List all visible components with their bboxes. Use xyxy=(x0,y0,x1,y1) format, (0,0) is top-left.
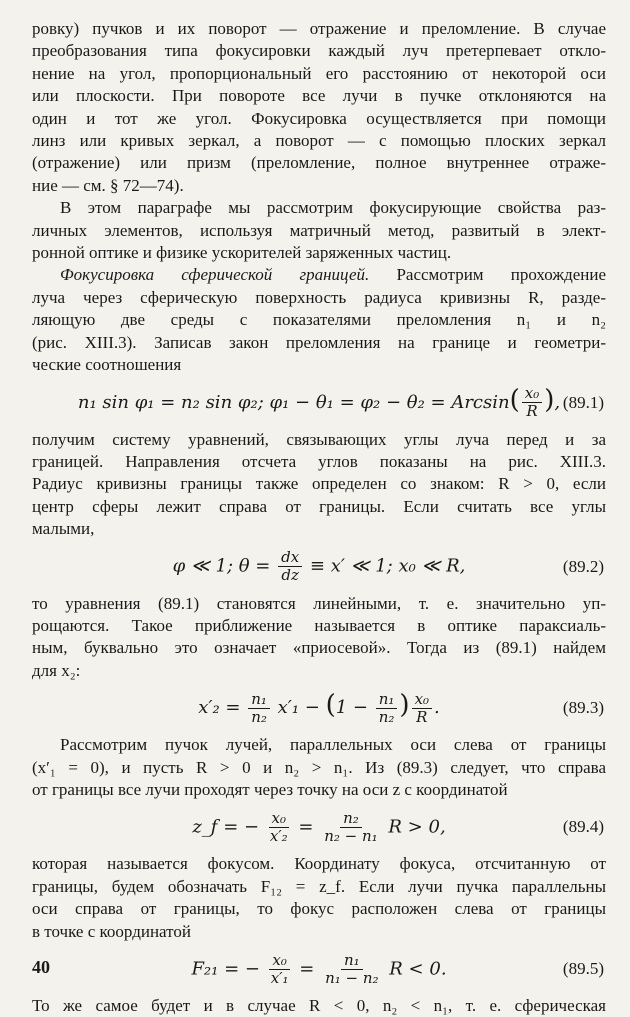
text-line: один и тот же угол. Фокусировка осуществляется при помощи xyxy=(32,108,606,128)
formula-text: x′₁ − xyxy=(271,697,326,719)
denominator: R xyxy=(416,707,428,726)
fraction xyxy=(522,385,542,420)
text-line: (отражение) или призм (преломление, полное внутреннее отраже- xyxy=(32,153,606,173)
equation-89-4 xyxy=(32,801,606,853)
text-line: ние — см. § 72—74). xyxy=(32,175,184,195)
fraction xyxy=(376,691,398,726)
formula-text: R < 0. xyxy=(383,958,447,979)
numerator: x₀ xyxy=(269,810,289,828)
formula: n₁ sin φ₁ = n₂ sin φ₂; φ₁ − θ₁ = φ₂ − θ₂ = Arcsin( $\frac{\text{x₀}}{R}$ ), xyxy=(77,384,561,421)
denominator: x′₂ xyxy=(269,826,288,845)
section-heading: Фокусировка сферической границей. xyxy=(60,265,370,285)
text-line: нение на угол, пропорциональный его расстоянию от некоторой оси xyxy=(32,63,606,83)
formula-text: n₁ sin φ₁ = n₂ sin φ₂; φ₁ − θ₁ = φ₂ − θ₂ = Arcsin xyxy=(77,391,510,413)
formula-text: 1 − xyxy=(335,697,374,719)
paragraph-5 xyxy=(32,593,606,683)
formula-text: = xyxy=(293,958,321,979)
text-line: ровку) пучков и их поворот — отражение и преломление. В случае xyxy=(32,19,606,38)
text-line: или плоскости. При повороте все лучи в пучке отклоняются на xyxy=(32,86,606,106)
text-line: Рассмотрим пучок лучей, параллельных оси слева от границы xyxy=(60,735,606,755)
paragraph-3 xyxy=(32,264,606,376)
denominator: x′₁ xyxy=(270,968,289,987)
text-line: в точке с координатой xyxy=(32,921,191,941)
denominator: R xyxy=(526,402,538,421)
text-line: линз или кривых зеркал, а поворот — с помощью плоских зеркал xyxy=(32,131,606,151)
equation-number: (89.4) xyxy=(562,817,604,837)
text-line: ческие соотношения xyxy=(32,355,182,375)
equation-89-5 xyxy=(32,943,606,995)
fraction xyxy=(248,691,270,726)
equation-number: (89.3) xyxy=(562,698,604,718)
denominator: n₂ xyxy=(251,707,267,726)
equation-89-1 xyxy=(32,377,606,429)
text-line: то уравнения (89.1) становятся линейными, т. е. значительно уп- xyxy=(32,593,606,613)
formula-text: z_f = − xyxy=(192,816,265,838)
text-line: (рис. XIII.3). Записав закон преломления на границе и геометри- xyxy=(32,332,606,352)
denominator: dz xyxy=(281,566,299,585)
text-line: границы, будем обозначать F₁₂ = z_f. Если лучи пучка параллельны xyxy=(32,876,606,896)
equation-89-2 xyxy=(32,541,606,593)
fraction xyxy=(322,952,381,987)
equation-89-3 xyxy=(32,682,606,734)
numerator: dx xyxy=(278,549,302,567)
denominator: n₁ − n₂ xyxy=(325,968,379,987)
numerator: x₀ xyxy=(269,952,289,970)
paragraph-1 xyxy=(32,18,606,197)
text-line: ляющую две среды с показателями преломления n₁ и n₂ xyxy=(32,310,606,330)
equation-number: (89.1) xyxy=(562,392,604,412)
text-line: В этом параграфе мы рассмотрим фокусирующие свойства раз- xyxy=(60,198,606,218)
equation-number: (89.5) xyxy=(562,959,604,978)
text-line: луча через сферическую поверхность радиуса кривизны R, разде- xyxy=(32,287,606,307)
text-line: оси справа от границы, то фокус расположен слева от границы xyxy=(32,899,606,919)
numerator: n₁ xyxy=(341,952,363,970)
text-line: от границы все лучи проходят через точку на оси z с координатой xyxy=(32,779,508,799)
text-line: То же самое будет и в случае R < 0, n₂ < n₁, т. е. сферическая xyxy=(32,996,606,1015)
text-line: Радиус кривизны границы также определен со знаком: R > 0, если xyxy=(32,474,606,494)
formula-text: x′₂ = xyxy=(198,697,247,719)
paren: ( xyxy=(325,690,336,721)
formula-text: R > 0, xyxy=(382,816,446,838)
text-line: для x₂: xyxy=(32,660,81,680)
formula xyxy=(192,810,445,845)
numerator: n₁ xyxy=(376,691,398,709)
text-line: ронной оптике и физике ускорителей заряженных частиц. xyxy=(32,243,452,263)
text-line xyxy=(32,264,606,286)
paragraph-2 xyxy=(32,197,606,264)
formula xyxy=(191,952,446,987)
formula xyxy=(198,690,440,726)
text-line: (x′₁ = 0), и пусть R > 0 и n₂ > n₁. Из (89.3) следует, что справа xyxy=(32,757,606,777)
fraction xyxy=(267,810,291,845)
formula-text: F₂₁ = − xyxy=(191,958,266,979)
fraction xyxy=(412,691,432,726)
numerator: x₀ xyxy=(412,691,432,709)
fraction xyxy=(278,549,302,584)
paragraph-6 xyxy=(32,734,606,801)
fraction xyxy=(321,810,380,845)
text-line: которая называется фокусом. Координату фокуса, отсчитанную от xyxy=(32,854,606,874)
text-line: преобразования типа фокусировки каждый луч претерпевает откло- xyxy=(32,41,606,61)
fraction xyxy=(268,952,292,987)
text-line: рощаются. Такое приближение называется в оптике параксиаль- xyxy=(32,615,606,635)
denominator: n₂ xyxy=(378,707,395,726)
numerator: x₀ xyxy=(522,385,542,403)
paragraph-4 xyxy=(32,429,606,541)
text-fragment: Рассмотрим прохождение xyxy=(396,265,607,285)
paren: ) xyxy=(399,690,410,721)
formula xyxy=(173,549,466,584)
formula-text: φ ≪ 1; θ = xyxy=(172,555,277,577)
numerator: n₁ xyxy=(248,691,270,709)
formula-tail: . xyxy=(434,697,440,719)
formula-tail: , xyxy=(554,391,561,413)
numerator: n₂ xyxy=(340,810,362,828)
text-line: личных элементов, используя матричный метод, развитый в элект- xyxy=(32,220,606,240)
denominator: n₂ − n₁ xyxy=(324,826,378,845)
page-number: 40 xyxy=(32,957,50,977)
text-line: получим систему уравнений, связывающих углы луча перед и за xyxy=(32,429,606,449)
text-line: ным, буквально это означает «приосевой». Тогда из (89.1) найдем xyxy=(32,638,606,658)
formula-text: = xyxy=(292,816,320,838)
text-line: центр сферы лежит справа от границы. Если считать все углы xyxy=(32,496,606,516)
formula-text: ≡ x′ ≪ 1; x₀ ≪ R, xyxy=(304,555,466,577)
text-line: малыми, xyxy=(32,519,95,539)
paragraph-8 xyxy=(32,995,606,1017)
equation-number: (89.2) xyxy=(562,556,604,576)
paragraph-7 xyxy=(32,853,606,943)
text-line: границей. Направления отсчета углов показаны на рис. XIII.3. xyxy=(32,451,606,471)
